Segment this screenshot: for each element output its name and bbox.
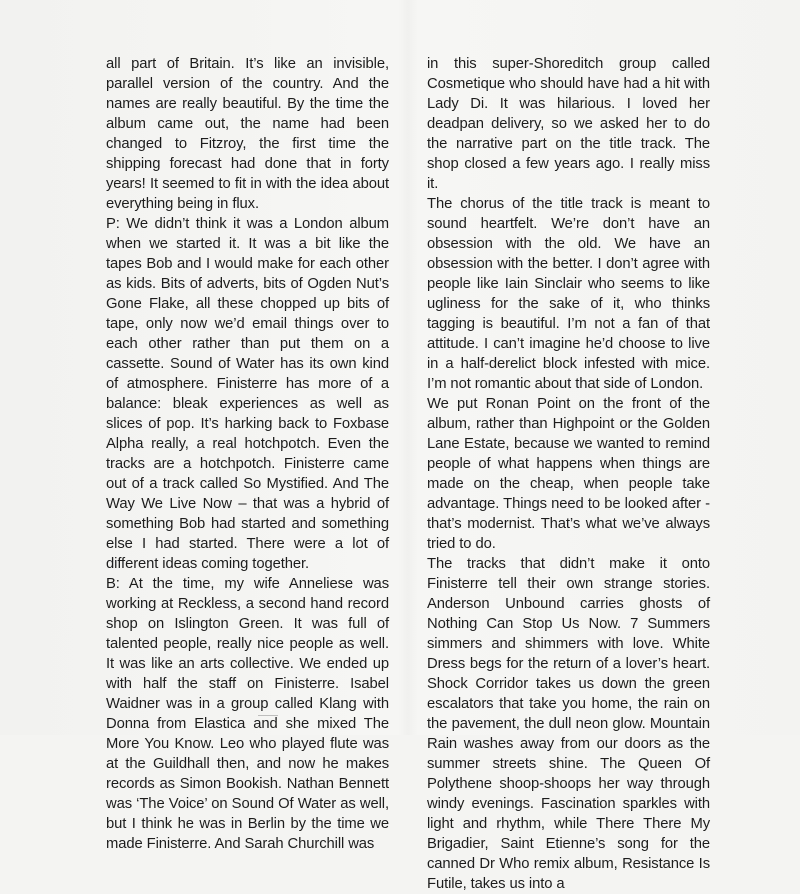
paragraph: B: At the time, my wife Anneliese was working at Reckless, a second hand record shop on Islington Green. It was full of talented people, really nice people as well. It was like an arts collective. We ended up with half the staff on Finisterre. Isabel Waidner was in a group called Klang with Donna from Elastica and she mixed The More You Know. Leo who played flute was at the Guildhall then, and now he makes records as Simon Bookish. Nathan Bennett was ‘The Voice’ on Sound Of Water as well, but I think he was in Berlin by the time we made Finisterre. And Sarah Churchill was	[106, 576, 389, 852]
paragraph: all part of Britain. It’s like an invisible, parallel version of the country. And the names are really beautiful. By the time the album came out, the name had been changed to Fitzroy, the first time the shipping forecast had done that in forty years! It seemed to fit in with the idea about everything being in flux.	[106, 56, 389, 212]
left-column	[106, 54, 389, 854]
right-column	[427, 54, 710, 894]
paragraph: We put Ronan Point on the front of the album, rather than Highpoint or the Golden Lane Estate, because we wanted to remind people of what happens when things are made on the cheap, when people take advantage. Things need to be looked after - that’s modernist. That’s what we’ve always tried to do.	[427, 396, 710, 552]
scan-mark	[258, 715, 278, 716]
paragraph: P: We didn’t think it was a London album when we started it. It was a bit like the tapes Bob and I would make for each other as kids. Bits of adverts, bits of Ogden Nut’s Gone Flake, all these chopped up bits of tape, only now we’d email things over to each other rather than put them on a cassette. Sound of Water has its own kind of atmosphere. Finisterre has more of a balance: bleak experiences as well as slices of pop. It’s harking back to Foxbase Alpha really, a real hotchpotch. Even the tracks are a hotchpotch. Finisterre came out of a track called So Mystified. And The Way We Live Now – that was a hybrid of something Bob had started and something else I had started. There were a lot of different ideas coming together.	[106, 216, 389, 572]
page-fold	[398, 0, 418, 735]
paragraph: The tracks that didn’t make it onto Finisterre tell their own strange stories. Anderson Unbound carries ghosts of Nothing Can Stop Us Now. 7 Summers simmers and shimmers with love. White Dress begs for the return of a lover’s heart. Shock Corridor takes us down the green escalators that take you home, the rain on the pavement, the dull neon glow. Mountain Rain washes away from our doors as the summer streets shine. The Queen Of Polythene shoop-shoops her way through windy evenings. Fascination sparkles with light and rhythm, while There There My Brigadier, Saint Etienne’s song for the canned Dr Who remix album, Resistance Is Futile, takes us into a	[427, 556, 710, 892]
paragraph: The chorus of the title track is meant to sound heartfelt. We’re don’t have an obsession with the old. We have an obsession with the better. I don’t agree with people like Iain Sinclair who seems to like ugliness for the sake of it, who thinks tagging is beautiful. I’m not a fan of that attitude. I can’t imagine he’d choose to live in a half-derelict block infested with mice. I’m not romantic about that side of London.	[427, 196, 710, 392]
paragraph: in this super-Shoreditch group called Cosmetique who should have had a hit with Lady Di. It was hilarious. I loved her deadpan delivery, so we asked her to do the narrative part on the title track. The shop closed a few years ago. I really miss it.	[427, 56, 710, 192]
